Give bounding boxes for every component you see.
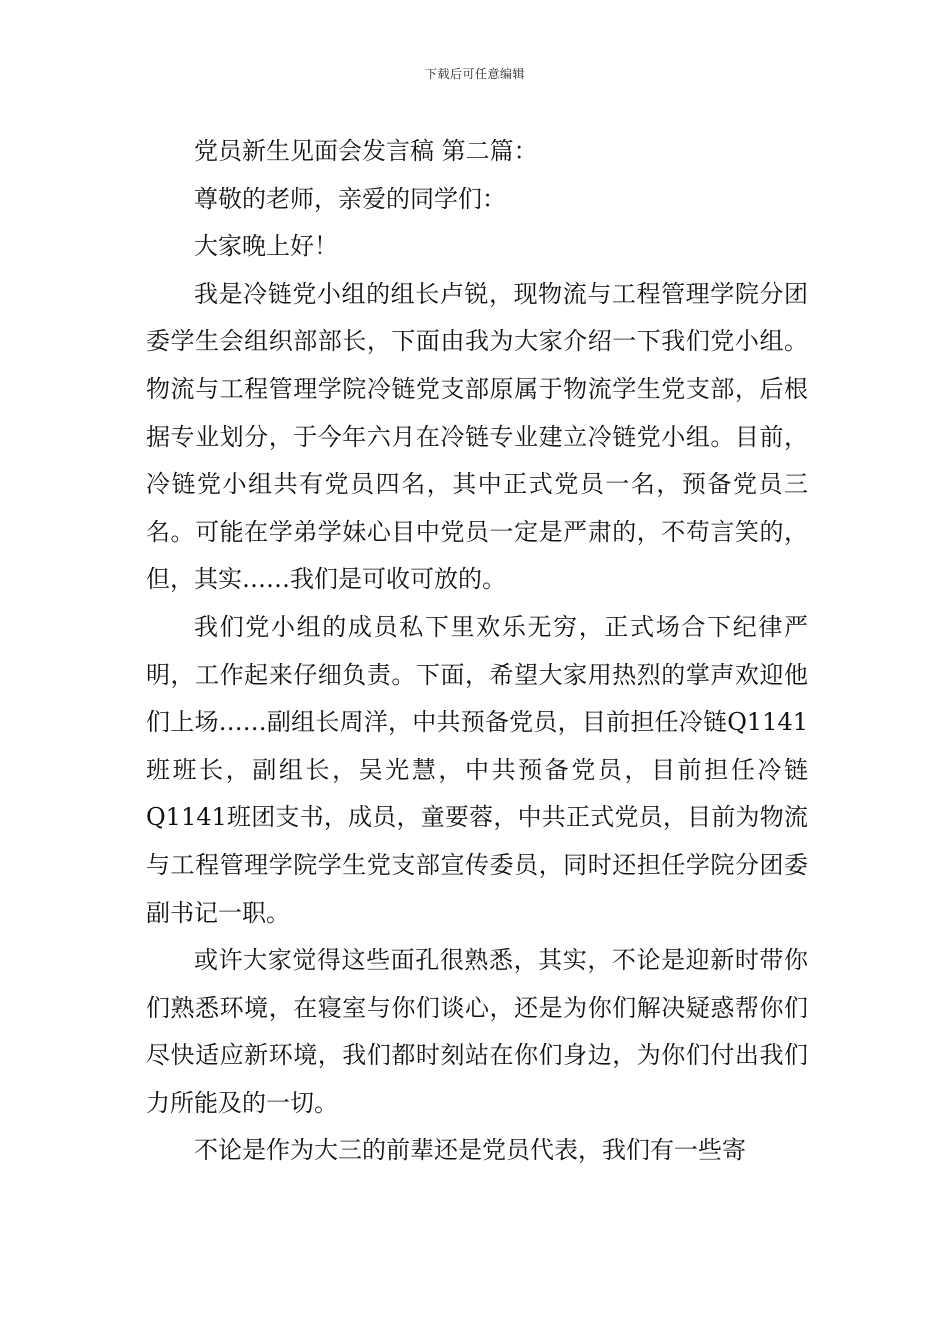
paragraph: 我是冷链党小组的组长卢锐，现物流与工程管理学院分团委学生会组织部部长，下面由我为大家介绍一下我们党小组。物流与工程管理学院冷链党支部原属于物流学生党支部，后根据专业划分，于今年六月在冷链专业建立冷链党小组。目前，冷链党小组共有党员四名，其中正式党员一名，预备党员三名。可能在学弟学妹心目中党员一定是严肃的，不苟言笑的，但，其实……我们是可收可放的。 xyxy=(146,279,808,594)
paragraph: 或许大家觉得这些面孔很熟悉，其实，不论是迎新时带你们熟悉环境，在寝室与你们谈心，还是为你们解决疑惑帮你们尽快适应新环境，我们都时刻站在你们身边，为你们付出我们力所能及的一切。 xyxy=(146,946,808,1117)
paragraph: 不论是作为大三的前辈还是党员代表，我们有一些寄 xyxy=(194,1136,746,1165)
document-body xyxy=(146,128,808,1175)
paragraph: 我们党小组的成员私下里欢乐无穷，正式场合下纪律严明，工作起来仔细负责。下面，希望大家用热烈的掌声欢迎他们上场……副组长周洋，中共预备党员，目前担任冷链Q1141班班长，副组长，吴光慧，中共预备党员，目前担任冷链Q1141班团支书，成员，童要蓉，中共正式党员，目前为物流与工程管理学院学生党支部宣传委员，同时还担任学院分团委副书记一职。 xyxy=(146,612,808,927)
document-title: 党员新生见面会发言稿 第二篇： xyxy=(194,137,538,165)
greeting: 大家晚上好！ xyxy=(194,232,338,261)
page-header-note: 下载后可任意编辑 xyxy=(424,67,525,81)
salutation: 尊敬的老师，亲爱的同学们： xyxy=(194,184,506,213)
